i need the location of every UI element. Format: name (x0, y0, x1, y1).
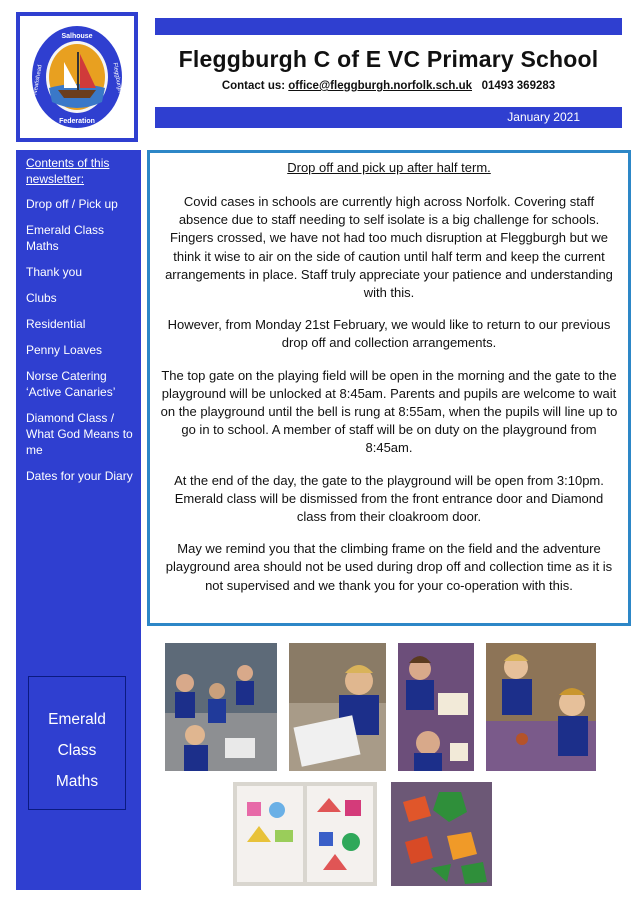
photo-pupil-measuring (289, 643, 386, 771)
contents-item-residential[interactable]: Residential (26, 317, 86, 331)
contents-item-penny-loaves[interactable]: Penny Loaves (26, 343, 103, 357)
contents-title: Contents of this newsletter: (26, 156, 110, 186)
photo-children-classroom (165, 643, 277, 771)
contents-item-dates-diary[interactable]: Dates for your Diary (26, 469, 133, 483)
svg-text:Federation: Federation (59, 118, 95, 125)
svg-text:Fleggburgh: Fleggburgh (111, 62, 123, 94)
email-link[interactable]: office@fleggburgh.norfolk.sch.uk (288, 80, 473, 92)
contents-item-drop-off[interactable]: Drop off / Pick up (26, 197, 118, 211)
phone-number: 01493 369283 (481, 80, 556, 92)
federation-logo (30, 24, 124, 130)
emerald-maths-box (28, 676, 126, 810)
article-paragraph: May we remind you that the climbing frame on the field and the adventure playground area should not be used during drop off and collection time as it is not supervised and we thank you for your co-operation with this. (165, 541, 613, 593)
contents-item-thank-you[interactable]: Thank you (26, 265, 83, 279)
photo-3d-shapes (391, 782, 492, 886)
date-bar (155, 107, 622, 128)
school-title: Fleggburgh C of E VC Primary School (178, 46, 599, 72)
school-logo-frame (16, 12, 138, 142)
feature-box-line: Maths (55, 773, 99, 790)
contents-item-norse-catering[interactable]: Norse Catering ‘Active Canaries’ (26, 369, 116, 399)
contents-item-diamond-class[interactable]: Diamond Class / What God Means to me (26, 411, 133, 457)
feature-box-line: Class (57, 742, 97, 759)
contents-item-emerald-maths[interactable]: Emerald Class Maths (26, 223, 105, 253)
svg-text:Salhouse: Salhouse (61, 33, 93, 40)
article-title: Drop off and pick up after half term. (287, 160, 491, 175)
header-top-bar (155, 18, 622, 35)
article-paragraph: Covid cases in schools are currently high across Norfolk. Covering staff absence due to staff needing to self isolate is a big challenge for schools. Fingers crossed, we have not had too much disruption at Fleggburgh but we think it wise to air on the side of caution until half term and keep the current arrangements in place. Staff truly appreciate your patience and understanding with this. (165, 194, 613, 301)
drop-off-article (147, 150, 631, 626)
contents-list (26, 196, 140, 494)
photo-pupils-dice-game (398, 643, 474, 771)
contents-item-clubs[interactable]: Clubs (26, 291, 57, 305)
issue-date: January 2021 (507, 110, 580, 124)
feature-box-line: Emerald (48, 711, 106, 728)
article-paragraph: The top gate on the playing field will be open in the morning and the gate to the playground will be unlocked at 8:45am. Parents and pupils are welcome to wait on the playground until the bell is rung at 8:55am, when the pupils will line up to go in to school. A member of staff will be on duty on the playground from 8:45am. (160, 367, 618, 456)
article-paragraph: At the end of the day, the gate to the playground will be open from 3:10pm. Emerald class will be dismissed from the front entrance door and Diamond class from their cloakroom door. (174, 472, 604, 525)
photo-shape-worksheets (233, 782, 377, 886)
contents-sidebar (16, 150, 141, 890)
svg-text:Neatishead: Neatishead (32, 64, 44, 96)
contact-line (155, 80, 622, 92)
contact-label: Contact us: (221, 80, 286, 92)
article-paragraph: However, from Monday 21st February, we would like to return to our previous drop off and collection arrangements. (167, 317, 611, 351)
photo-pupils-counting (486, 643, 596, 771)
